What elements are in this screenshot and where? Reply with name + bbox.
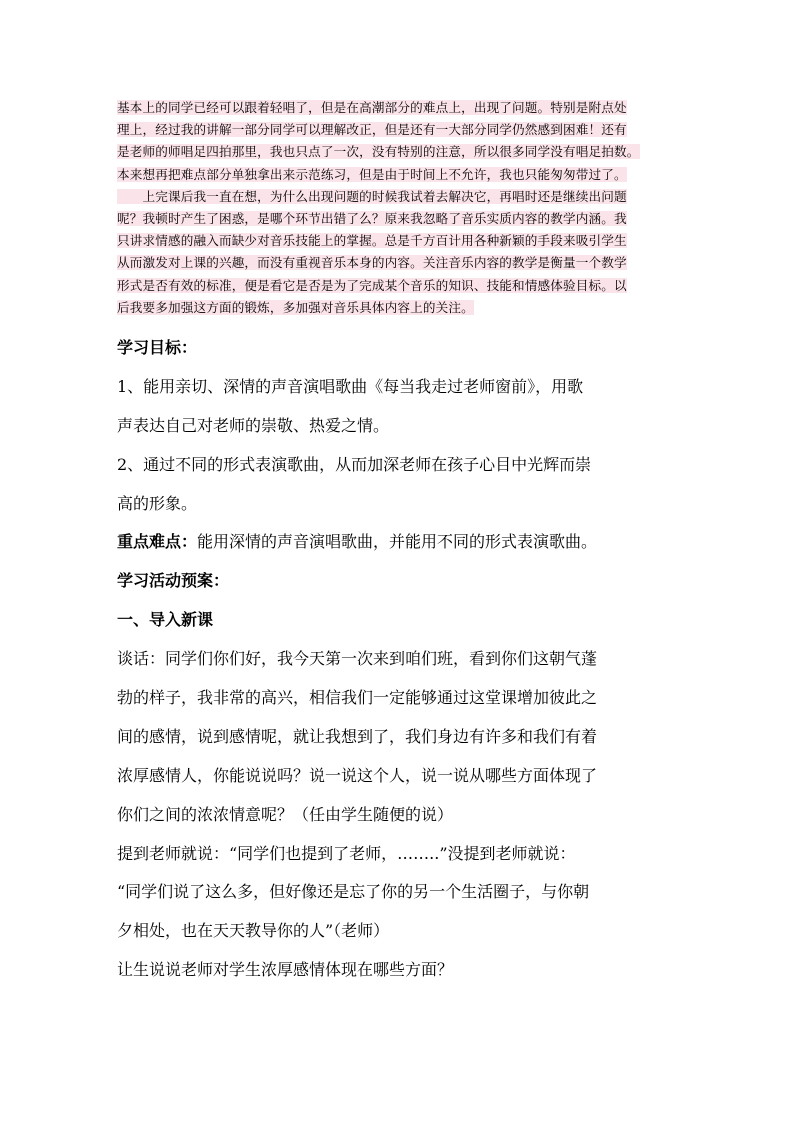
activity-line: 浓厚感情人，你能说说吗？说一说这个人，说一说从哪些方面体现了 [117,765,598,785]
activity-line: 勃的样子，我非常的高兴，相信我们一定能够通过这堂课增加彼此之 [117,688,598,708]
goal-item-2-line-1: 2、通过不同的形式表演歌曲，从而加深老师在孩子心目中光辉而崇 [117,454,592,474]
reflection-line: 上完课后我一直在想，为什么出现问题的时候我试着去解决它，再唱时还是继续出问题 [117,188,627,204]
activity-line: 谈话：同学们你们好，我今天第一次来到咱们班，看到你们这朝气蓬 [117,649,598,669]
keypoints-label: 重点难点： [117,532,198,552]
activity-line: 夕相处，也在天天教导你的人”（老师） [117,921,390,941]
activity-line: 提到老师就说：“同学们也提到了老师，……..”没提到老师就说： [117,843,576,863]
teaching-reflection [117,97,677,319]
section-heading-intro: 一、导入新课 [117,610,214,630]
reflection-line: 是老师的师唱足四拍那里，我也只点了一次，没有特别的注意，所以很多同学没有唱足拍数。 [117,144,640,160]
reflection-line: 理上，经过我的讲解一部分同学可以理解改正，但是还有一大部分同学仍然感到困难！还有 [117,122,627,138]
learning-goals-heading: 学习目标： [117,338,198,357]
goal-item-1-line-1: 1、能用亲切、深情的声音演唱歌曲《每当我走过老师窗前》，用歌 [117,376,584,396]
reflection-line: 形式是否有效的标准，便是看它是否是为了完成某个音乐的知识、技能和情感体验目标。以 [117,277,627,293]
activity-line: 你们之间的浓浓情意呢？（任由学生随便的说） [117,804,454,824]
lesson-plan-body [117,329,682,990]
reflection-line: 从而激发对上课的兴趣，而没有重视音乐本身的内容。关注音乐内容的教学是衡量一个教学 [117,255,627,271]
reflection-line: 基本上的同学已经可以跟着轻唱了，但是在高潮部分的难点上，出现了问题。特别是附点处 [117,100,627,115]
reflection-line: 只讲求情感的融入而缺少对音乐技能上的掌握。总是千方百计用各种新颖的手段来吸引学生 [117,233,627,249]
activities-heading: 学习活动预案： [117,571,230,591]
activity-line: “同学们说了这么多，但好像还是忘了你的另一个生活圈子，与你朝 [117,882,590,902]
activity-line: 让生说说老师对学生浓厚感情体现在哪些方面？ [117,960,454,980]
keypoints-text: 能用深情的声音演唱歌曲，并能用不同的形式表演歌曲。 [197,532,598,552]
keypoints-paragraph [117,523,682,562]
activity-line: 间的感情，说到感情呢，就让我想到了，我们身边有许多和我们有着 [117,726,598,746]
reflection-line: 本来想再把难点部分单独拿出来示范练习，但是由于时间上不允许，我也只能匆匆带过了。 [117,166,627,182]
reflection-line: 呢？我顿时产生了困惑，是哪个环节出错了么？原来我忽略了音乐实质内容的教学内涵。我 [117,210,627,226]
goal-item-2-line-2: 高的形象。 [117,493,198,513]
goal-item-1-line-2: 声表达自己对老师的崇敬、热爱之情。 [117,415,390,435]
reflection-line: 后我要多加强这方面的锻炼，多加强对音乐具体内容上的关注。 [117,299,474,315]
